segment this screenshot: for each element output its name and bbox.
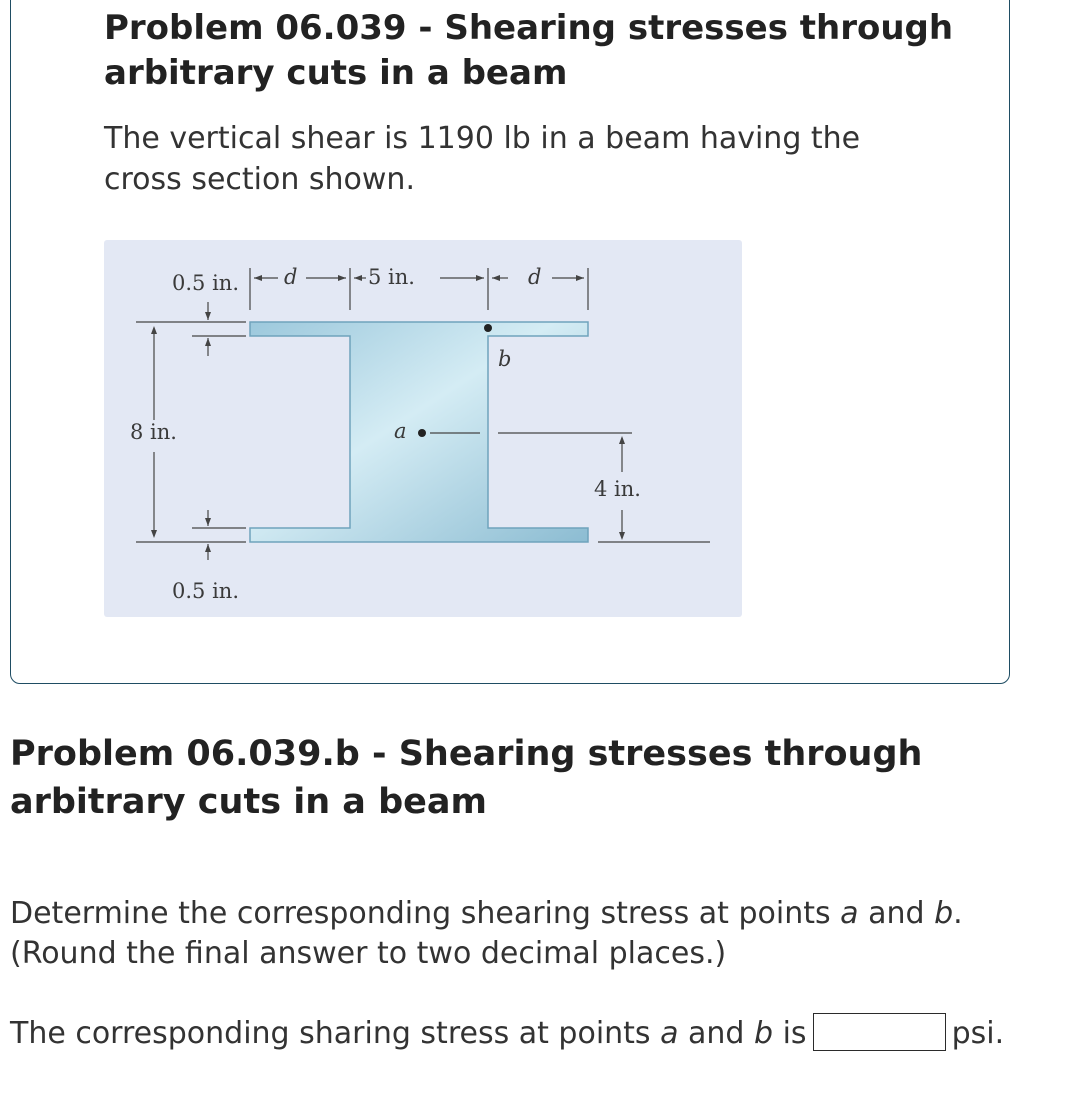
rounding-instruction: (Round the final answer to two decimal places.) [10, 936, 727, 971]
label-point-b: b [498, 347, 512, 371]
point-a-marker [418, 429, 426, 437]
answer-input[interactable] [813, 1013, 946, 1051]
answer-and: and [678, 1016, 755, 1051]
label-point-a: a [394, 419, 407, 443]
label-4-in: 4 in. [594, 477, 641, 501]
label-flange-bottom: 0.5 in. [172, 579, 239, 603]
problem-title: Problem 06.039 - Shearing stresses through arbitrary cuts in a beam [104, 8, 954, 93]
question-var-a: a [840, 896, 859, 931]
label-web-width: 5 in. [368, 265, 415, 289]
question-and: and [858, 896, 935, 931]
question-text [10, 894, 1070, 974]
label-height: 8 in. [130, 420, 177, 444]
answer-row [10, 1014, 1075, 1054]
problem-statement: The vertical shear is 1190 lb in a beam having the cross section shown. [104, 121, 861, 197]
subproblem-title: Problem 06.039.b - Shearing stresses through arbitrary cuts in a beam [10, 734, 923, 822]
answer-unit: psi. [951, 1016, 1005, 1051]
question-var-b: b [934, 896, 954, 931]
point-b-marker [484, 324, 492, 332]
label-d-right: d [528, 265, 542, 289]
answer-is: is [773, 1016, 807, 1051]
label-flange-top: 0.5 in. [172, 271, 239, 295]
beam-diagram [104, 240, 742, 617]
label-d-left: d [284, 265, 298, 289]
answer-prefix: The corresponding sharing stress at points [10, 1016, 661, 1051]
beam-cross-section-figure [104, 240, 742, 617]
question-period: . [953, 896, 963, 931]
answer-var-b: b [754, 1016, 774, 1051]
answer-var-a: a [660, 1016, 679, 1051]
question-part1: Determine the corresponding shearing stress at points [10, 896, 841, 931]
